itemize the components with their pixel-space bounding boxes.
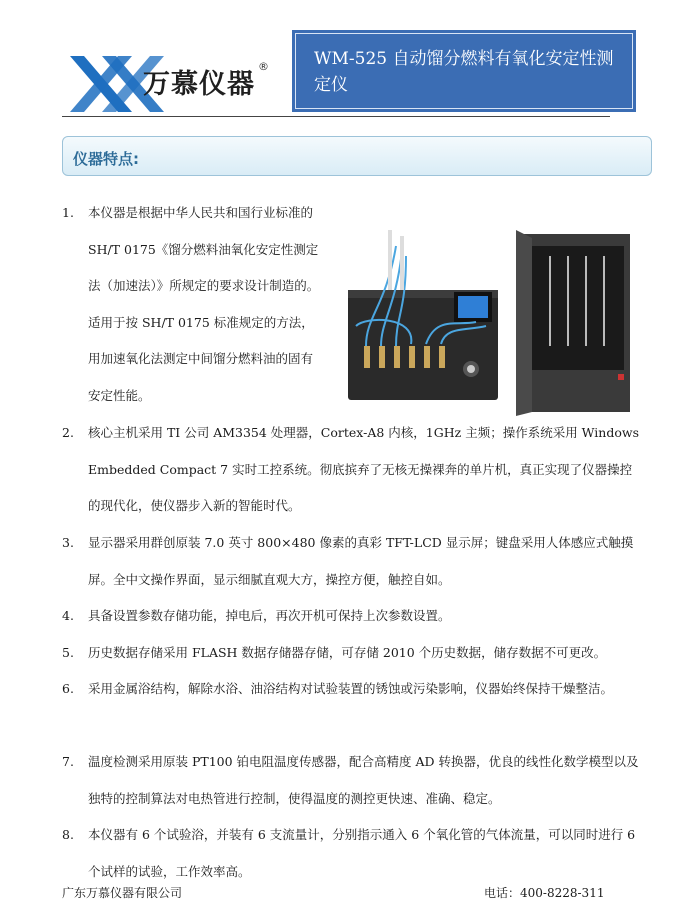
feature-number: 4.	[62, 608, 74, 623]
feature-number: 1.	[62, 205, 74, 220]
feature-text: 核心主机采用 TI 公司 AM3354 处理器，Cortex-A8 内核，1GHz 主频；操作系统采用 Windows Embedded Compact 7 实时工控系统。彻底摈弃了无核无操裸奔的单片机，真正实现了仪器操控的现代化，使仪器步入新的智能时代。	[88, 425, 639, 513]
product-title: WM-525 自动馏分燃料有氧化安定性测定仪	[295, 33, 633, 109]
feature-number: 3.	[62, 535, 74, 550]
footer-company: 广东万慕仪器有限公司	[62, 886, 183, 900]
registered-mark-icon: ®	[258, 60, 269, 73]
feature-number: 2.	[62, 425, 74, 440]
brand-name: 万慕仪器	[143, 69, 255, 100]
feature-text: 本仪器是根据中华人民共和国行业标准的 SH/T 0175《馏分燃料油氧化安定性测定法（加速法）》所规定的要求设计制造的。适用于按 SH/T 0175 标准规定的方法，用加速氧化法测定中间馏分燃料油的固有安定性能。	[88, 205, 320, 403]
product-title-box	[292, 30, 636, 112]
header-divider	[62, 116, 610, 117]
feature-number: 6.	[62, 681, 74, 696]
feature-text: 具备设置参数存储功能，掉电后，再次开机可保持上次参数设置。	[88, 608, 451, 623]
section-title: 仪器特点:	[73, 150, 139, 168]
section-header	[62, 136, 652, 176]
feature-text: 本仪器有 6 个试验浴，并装有 6 支流量计，分别指示通入 6 个氧化管的气体流量，可以同时进行 6 个试样的试验，工作效率高。	[88, 827, 636, 879]
feature-number: 7.	[62, 754, 74, 769]
feature-number: 5.	[62, 645, 74, 660]
feature-text: 采用金属浴结构，解除水浴、油浴结构对试验装置的锈蚀或污染影响，仪器始终保持干燥整洁。	[88, 681, 614, 696]
feature-text: 历史数据存储采用 FLASH 数据存储器存储，可存储 2010 个历史数据，储存数据不可更改。	[88, 645, 607, 660]
feature-text: 显示器采用群创原装 7.0 英寸 800×480 像素的真彩 TFT-LCD 显示屏；键盘采用人体感应式触摸屏。全中文操作界面，显示细腻直观大方，操控方便，触控自如。	[88, 535, 634, 587]
feature-text: 温度检测采用原装 PT100 铂电阻温度传感器，配合高精度 AD 转换器，优良的线性化数学模型以及独特的控制算法对电热管进行控制，使得温度的测控更快速、准确、稳定。	[88, 754, 639, 806]
product-image	[346, 226, 642, 416]
feature-number: 8.	[62, 827, 74, 842]
footer-phone: 电话：400-8228-311	[484, 886, 605, 900]
